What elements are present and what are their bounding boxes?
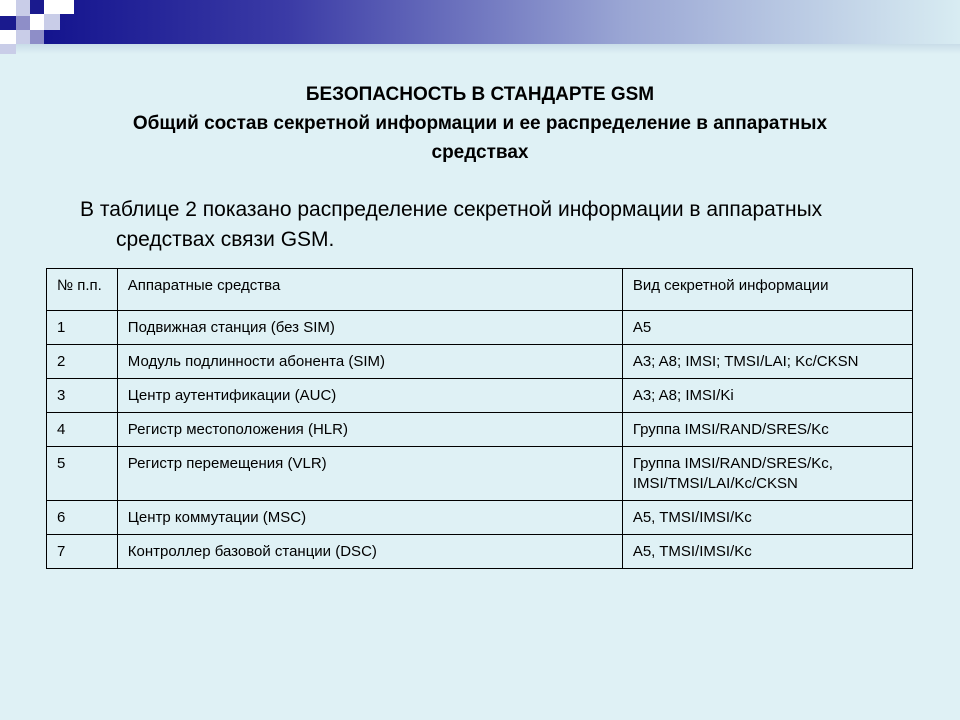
deco-square (30, 30, 44, 44)
row-secret-info: Группа IMSI/RAND/SRES/Kc, IMSI/TMSI/LAI/Kc/CKSN (622, 447, 912, 501)
row-number: 1 (47, 311, 118, 345)
table-row (47, 379, 913, 413)
table-row (47, 311, 913, 345)
deco-square (16, 30, 30, 44)
header-gradient-band (0, 0, 960, 44)
slide-subtitle: Общий состав секретной информации и ее распределение в аппаратных средствах (132, 113, 828, 163)
row-number: 5 (47, 447, 118, 501)
table-row (47, 535, 913, 569)
slide-title: БЕЗОПАСНОСТЬ В СТАНДАРТЕ GSM (305, 84, 655, 105)
row-number: 6 (47, 501, 118, 535)
row-secret-info: Группа IMSI/RAND/SRES/Kc (622, 413, 912, 447)
row-hardware: Регистр местоположения (HLR) (117, 413, 622, 447)
row-hardware: Контроллер базовой станции (DSC) (117, 535, 622, 569)
secret-info-table (46, 268, 913, 569)
deco-square (44, 14, 60, 30)
row-secret-info: A3; A8; IMSI/Ki (622, 379, 912, 413)
row-hardware: Центр коммутации (MSC) (117, 501, 622, 535)
row-hardware: Регистр перемещения (VLR) (117, 447, 622, 501)
table-row (47, 447, 913, 501)
row-secret-info: A3; A8; IMSI; TMSI/LAI; Kc/CKSN (622, 345, 912, 379)
header-secret-info: Вид секретной информации (622, 269, 912, 311)
row-number: 4 (47, 413, 118, 447)
row-number: 2 (47, 345, 118, 379)
row-hardware: Подвижная станция (без SIM) (117, 311, 622, 345)
deco-square (0, 44, 16, 54)
deco-square (60, 0, 74, 14)
deco-square (16, 0, 30, 16)
table-row (47, 413, 913, 447)
deco-square (0, 0, 16, 16)
row-hardware: Модуль подлинности абонента (SIM) (117, 345, 622, 379)
table-row (47, 501, 913, 535)
slide-title-block (0, 80, 960, 167)
header-hardware: Аппаратные средства (117, 269, 622, 311)
row-secret-info: A5, TMSI/IMSI/Kc (622, 535, 912, 569)
row-secret-info: A5, TMSI/IMSI/Kc (622, 501, 912, 535)
row-hardware: Центр аутентификации (AUC) (117, 379, 622, 413)
deco-square (0, 30, 16, 44)
deco-square (0, 16, 16, 30)
row-number: 3 (47, 379, 118, 413)
intro-paragraph: В таблице 2 показано распределение секретной информации в аппаратных средствах связи GSM. (80, 198, 823, 251)
table-row (47, 345, 913, 379)
row-secret-info: A5 (622, 311, 912, 345)
table-header-row (47, 269, 913, 311)
header-number: № п.п. (47, 269, 118, 311)
deco-square (30, 14, 44, 30)
deco-square (16, 16, 30, 30)
row-number: 7 (47, 535, 118, 569)
deco-square (44, 0, 60, 14)
header-band-shadow (0, 44, 960, 54)
deco-square (30, 0, 44, 14)
